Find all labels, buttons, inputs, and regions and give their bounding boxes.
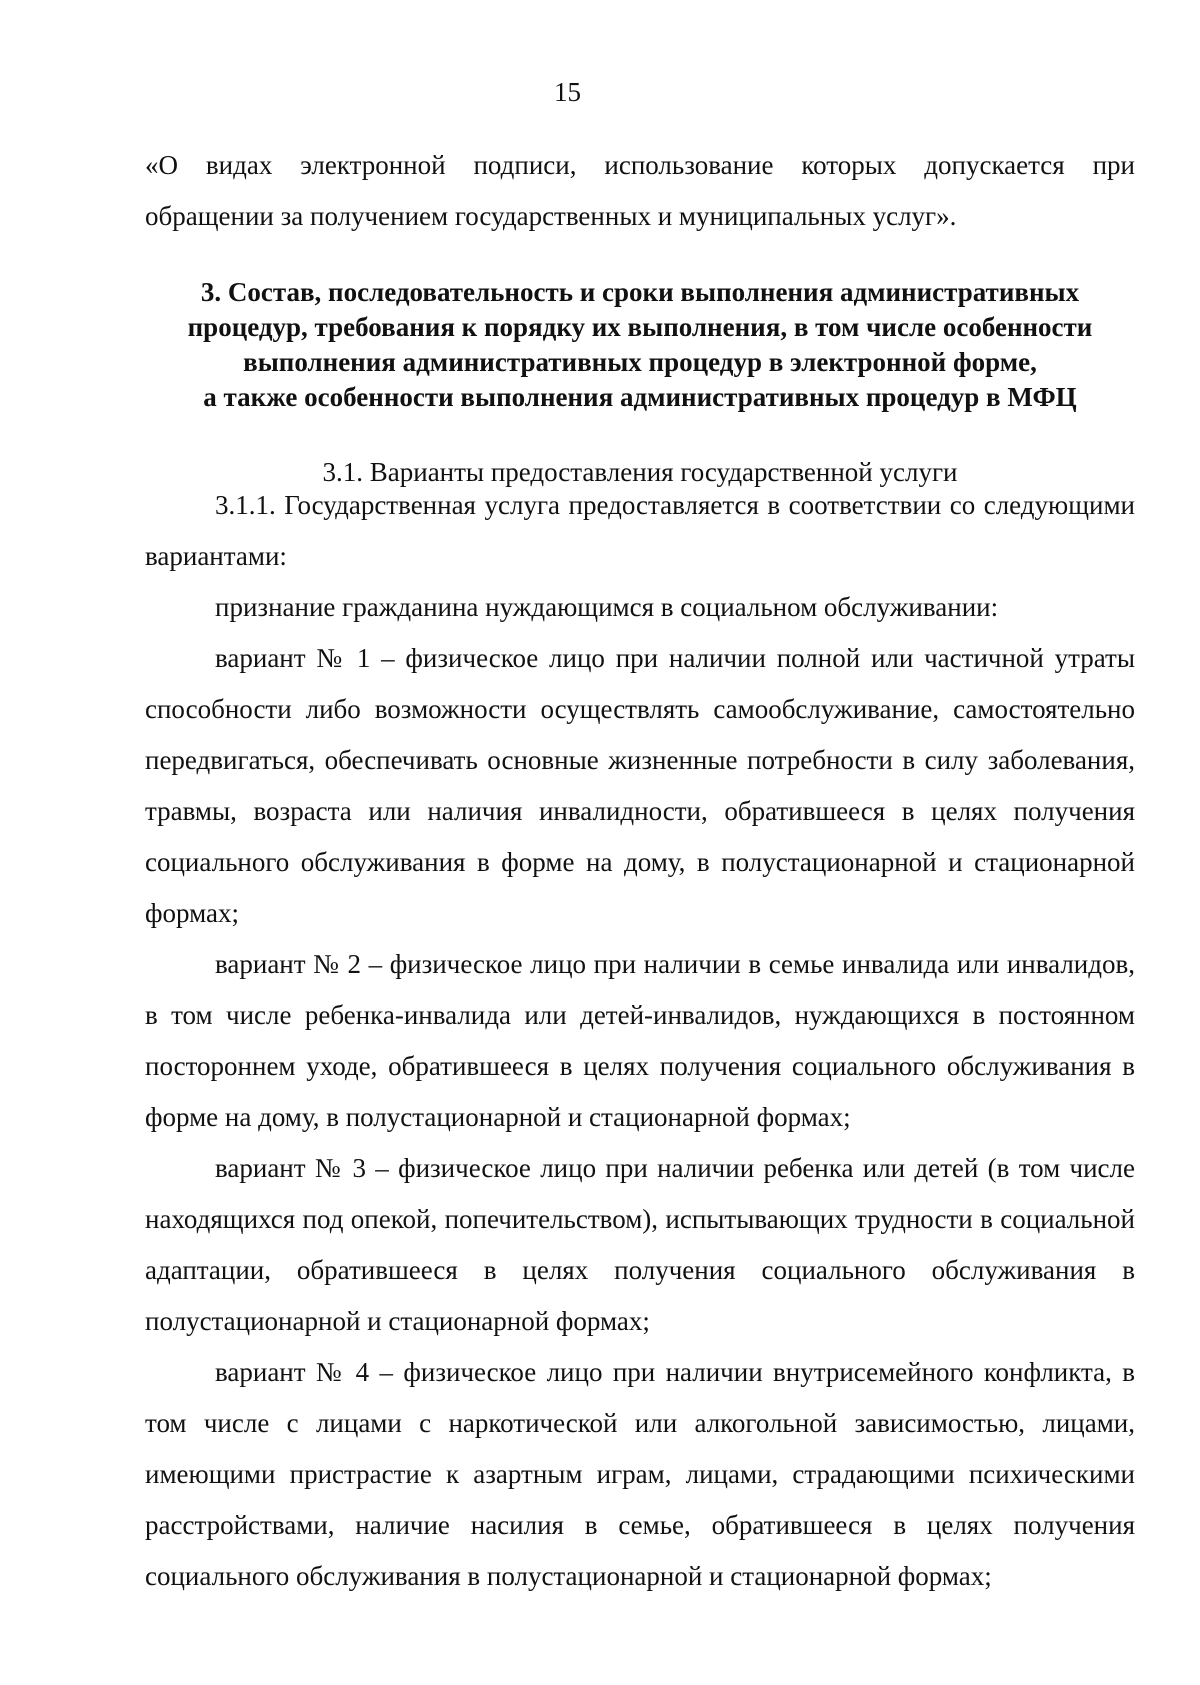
paragraph-3-1-1: 3.1.1. Государственная услуга предоставляется в соответствии со следующими вариантами: [145, 490, 1135, 571]
paragraph-variant-3: вариант № 3 – физическое лицо при наличии ребенка или детей (в том числе находящихся под опекой, попечительством), испытывающих трудности в социальной адаптации, обратившееся в целях получения социального обслуживания в полустационарной и стационарной формах; [145, 1153, 1135, 1336]
section-heading [145, 275, 1135, 415]
paragraph-variant-2: вариант № 2 – физическое лицо при наличии в семье инвалида или инвалидов, в том числе ребенка-инвалида или детей-инвалидов, нуждающихся в постоянном постороннем уходе, обратившееся в целях получения социального обслуживания в форме на дому, в полустационарной и стационарной формах; [145, 949, 1135, 1132]
intro-paragraph [145, 140, 1135, 242]
page-number: 15 [554, 77, 581, 107]
section-heading-line-2: процедур, требования к порядку их выполнения, в том числе особенности [187, 312, 1093, 342]
intro-line-1: «О видах электронной подписи, использование которых допускается при [145, 150, 1135, 180]
paragraph-variant-1: вариант № 1 – физическое лицо при наличии полной или частичной утраты способности либо возможности осуществлять самообслуживание, самостоятельно передвигаться, обеспечивать основные жизненные потребности в силу заболевания, травмы, возраста или наличия инвалидности, обратившееся в целях получения социального обслуживания в форме на дому, в полустационарной и стационарной формах; [145, 643, 1135, 928]
subsection-title: 3.1. Варианты предоставления государственной услуги [322, 457, 958, 487]
body-text [145, 480, 1135, 1602]
section-heading-line-1: 3. Состав, последовательность и сроки выполнения административных [200, 277, 1080, 307]
paragraph-variant-4: вариант № 4 – физическое лицо при наличии внутрисемейного конфликта, в том числе с лицами с наркотической или алкогольной зависимостью, лицами, имеющими пристрастие к азартным играм, лицами, страдающими психическими расстройствами, наличие насилия в семье, обратившееся в целях получения социального обслуживания в полустационарной и стационарной формах; [145, 1357, 1135, 1591]
section-heading-line-4: а также особенности выполнения административных процедур в МФЦ [203, 382, 1077, 412]
intro-line-2: обращении за получением государственных и муниципальных услуг». [145, 201, 957, 231]
paragraph-recognition: признание гражданина нуждающимся в социальном обслуживании: [215, 592, 999, 622]
section-heading-line-3: выполнения административных процедур в электронной форме, [243, 347, 1037, 377]
